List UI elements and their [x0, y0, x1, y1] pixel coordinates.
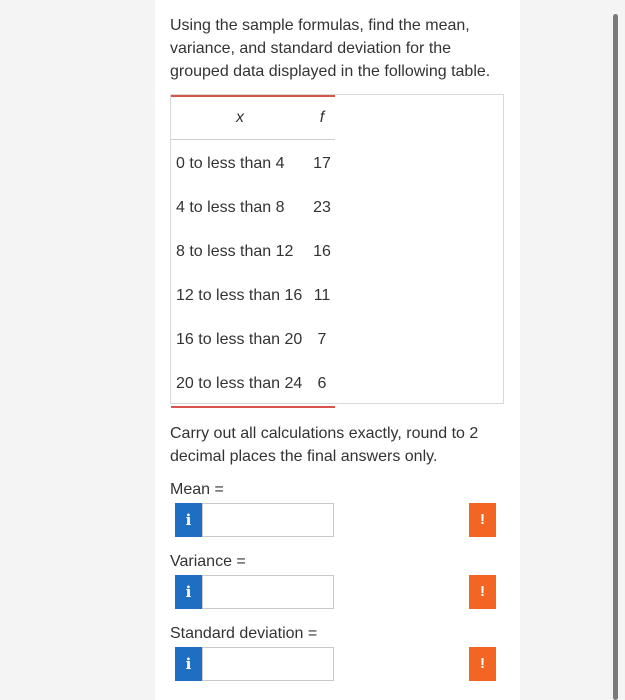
std-dev-label: Standard deviation = — [170, 625, 318, 642]
mean-input[interactable] — [202, 503, 334, 537]
variance-input[interactable] — [202, 575, 334, 609]
cell-x: 12 to less than 16 — [176, 287, 303, 304]
cell-x: 0 to less than 4 — [176, 155, 285, 172]
table-row — [171, 318, 335, 362]
std-dev-info-icon[interactable]: i — [175, 647, 202, 681]
variance-answer-row — [175, 575, 497, 609]
table-row — [171, 274, 335, 318]
cell-x: 20 to less than 24 — [171, 362, 309, 407]
table-row — [171, 230, 335, 274]
variance-warning-icon[interactable]: ! — [469, 575, 496, 609]
mean-warning-icon[interactable]: ! — [469, 503, 496, 537]
table-header-row — [171, 96, 335, 140]
cell-f: 11 — [313, 287, 331, 304]
variance-label: Variance = — [170, 553, 246, 570]
cell-f: 16 — [313, 243, 331, 260]
data-table-container — [170, 94, 504, 404]
mean-answer-row — [175, 503, 497, 537]
std-dev-input[interactable] — [202, 647, 334, 681]
table-row — [171, 362, 335, 407]
cell-x: 8 to less than 12 — [176, 243, 294, 260]
instructions-text: Carry out all calculations exactly, round to 2 decimal places the final answers only. — [170, 425, 479, 465]
mean-info-icon[interactable]: i — [175, 503, 202, 537]
question-text: Using the sample formulas, find the mean, variance, and standard deviation for the grouped data displayed in the following table. — [170, 17, 491, 80]
cell-f: 7 — [317, 331, 327, 348]
table-row — [171, 140, 335, 187]
cell-f: 23 — [313, 199, 331, 216]
std-dev-warning-icon[interactable]: ! — [469, 647, 496, 681]
std-dev-answer-row — [175, 647, 497, 681]
cell-f: 17 — [313, 155, 331, 172]
scrollbar[interactable] — [613, 14, 618, 700]
cell-f: 6 — [309, 362, 335, 407]
mean-label: Mean = — [170, 481, 224, 498]
header-x: x — [171, 96, 309, 140]
cell-x: 16 to less than 20 — [176, 331, 303, 348]
variance-info-icon[interactable]: i — [175, 575, 202, 609]
cell-x: 4 to less than 8 — [176, 199, 285, 216]
table-row — [171, 186, 335, 230]
frequency-table — [171, 95, 335, 408]
header-f: f — [309, 96, 335, 140]
